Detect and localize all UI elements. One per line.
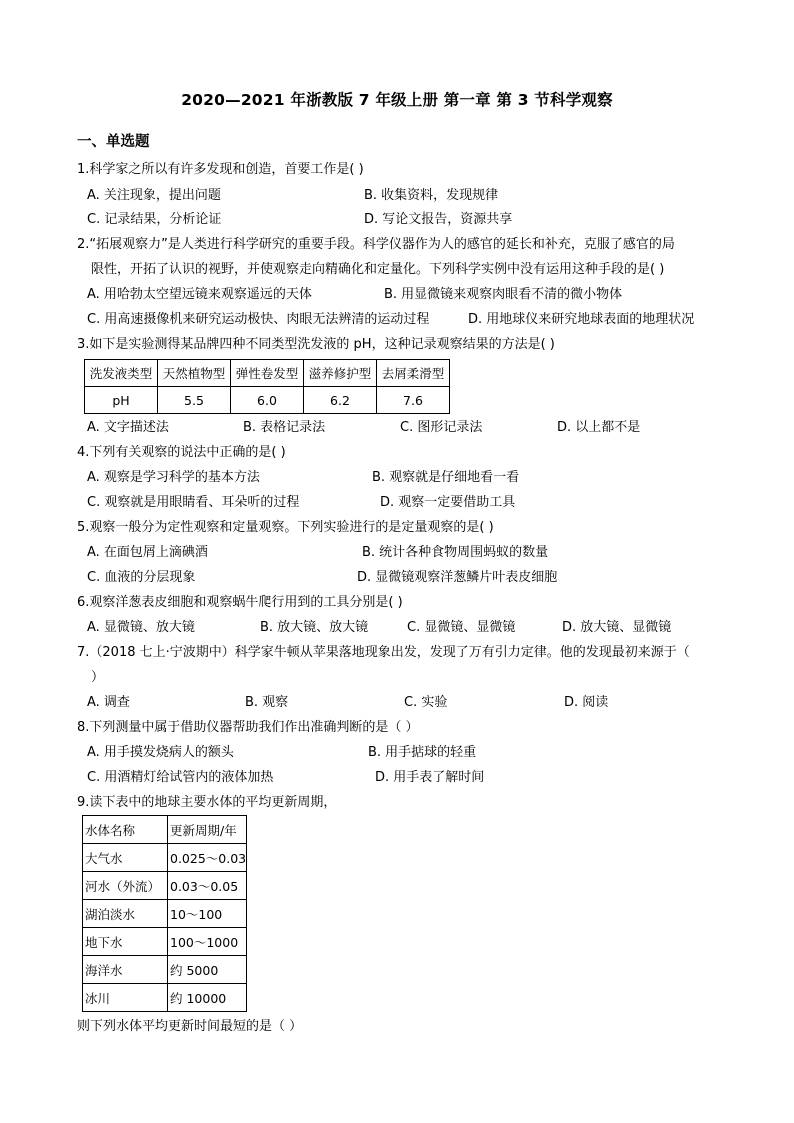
question-3-option-a[interactable]: A. 文字描述法 [87, 420, 169, 435]
question-8-option-d[interactable]: D. 用手表了解时间 [375, 770, 485, 785]
question-1-option-d[interactable]: D. 写论文报告，资源共享 [364, 212, 513, 227]
table-cell: pH [85, 387, 158, 414]
table-row [83, 900, 247, 928]
question-7-option-b[interactable]: B. 观察 [245, 695, 289, 710]
section-heading: 一、单选题 [77, 134, 150, 150]
table-header-cell: 更新周期/年 [168, 816, 247, 844]
table-header-cell: 天然植物型 [158, 360, 231, 387]
table-row [83, 928, 247, 956]
question-4-option-b[interactable]: B. 观察就是仔细地看一看 [372, 470, 520, 485]
document-title: 2020—2021 年浙教版 7 年级上册 第一章 第 3 节科学观察 [181, 91, 613, 109]
table-row [85, 360, 450, 387]
question-8-option-a[interactable]: A. 用手摸发烧病人的额头 [87, 745, 234, 760]
table-cell: 海洋水 [83, 956, 168, 984]
question-5-option-a[interactable]: A. 在面包屑上滴碘酒 [87, 545, 208, 560]
table-header-cell: 弹性卷发型 [231, 360, 304, 387]
question-4-option-c[interactable]: C. 观察就是用眼睛看、耳朵听的过程 [87, 495, 300, 510]
question-4-option-d[interactable]: D. 观察一定要借助工具 [380, 495, 516, 510]
table-cell: 5.5 [158, 387, 231, 414]
question-7-stem-line-2: ） [91, 670, 105, 685]
table-header-cell: 滋养修护型 [304, 360, 377, 387]
question-5-option-d[interactable]: D. 显微镜观察洋葱鳞片叶表皮细胞 [357, 570, 558, 585]
table-cell: 0.03～0.05 [168, 872, 247, 900]
table-cell: 地下水 [83, 928, 168, 956]
question-2-stem-line-2: 限性，开拓了认识的视野，并使观察走向精确化和定量化。下列科学实例中没有运用这种手段的是( ) [91, 262, 665, 277]
table-cell: 冰川 [83, 984, 168, 1012]
question-4-option-a[interactable]: A. 观察是学习科学的基本方法 [87, 470, 260, 485]
question-3-option-c[interactable]: C. 图形记录法 [400, 420, 483, 435]
question-5-option-c[interactable]: C. 血液的分层现象 [87, 570, 196, 585]
table-row [83, 872, 247, 900]
question-2-option-b[interactable]: B. 用显微镜来观察肉眼看不清的微小物体 [384, 287, 623, 302]
question-5-stem: 5.观察一般分为定性观察和定量观察。下列实验进行的是定量观察的是( ) [77, 520, 494, 535]
question-2-option-c[interactable]: C. 用高速摄像机来研究运动极快、肉眼无法辨清的运动过程 [87, 312, 430, 327]
question-9-stem: 9.读下表中的地球主要水体的平均更新周期， [77, 795, 337, 810]
table-header-cell: 洗发液类型 [85, 360, 158, 387]
table-row [83, 844, 247, 872]
table-row [83, 984, 247, 1012]
question-9-prompt: 则下列水体平均更新时间最短的是（ ） [77, 1019, 303, 1034]
question-4-stem: 4.下列有关观察的说法中正确的是( ) [77, 445, 286, 460]
question-1-option-c[interactable]: C. 记录结果，分析论证 [87, 212, 222, 227]
table-cell: 大气水 [83, 844, 168, 872]
table-row [83, 956, 247, 984]
table-cell: 100～1000 [168, 928, 247, 956]
question-2-option-a[interactable]: A. 用哈勃太空望远镜来观察遥远的天体 [87, 287, 312, 302]
question-7-option-d[interactable]: D. 阅读 [564, 695, 609, 710]
table-cell: 0.025～0.03 [168, 844, 247, 872]
question-6-option-d[interactable]: D. 放大镜、显微镜 [562, 620, 672, 635]
table-row [83, 816, 247, 844]
table-cell: 6.2 [304, 387, 377, 414]
question-7-option-c[interactable]: C. 实验 [404, 695, 448, 710]
question-2-stem-line-1: 2.“拓展观察力”是人类进行科学研究的重要手段。科学仪器作为人的感官的延长和补充，克服了感官的局 [77, 237, 675, 252]
table-cell: 10～100 [168, 900, 247, 928]
table-cell: 湖泊淡水 [83, 900, 168, 928]
question-1-option-b[interactable]: B. 收集资料，发现规律 [364, 188, 499, 203]
question-3-stem: 3.如下是实验测得某品牌四种不同类型洗发液的 pH，这种记录观察结果的方法是( ) [77, 337, 555, 352]
question-1-option-a[interactable]: A. 关注现象，提出问题 [87, 188, 221, 203]
question-6-option-c[interactable]: C. 显微镜、显微镜 [407, 620, 516, 635]
ph-table [84, 359, 450, 414]
question-3-option-b[interactable]: B. 表格记录法 [243, 420, 326, 435]
question-3-option-d[interactable]: D. 以上都不是 [557, 420, 641, 435]
water-renewal-table [82, 815, 247, 1012]
question-8-stem: 8.下列测量中属于借助仪器帮助我们作出准确判断的是（ ） [77, 720, 419, 735]
table-header-cell: 去屑柔滑型 [377, 360, 450, 387]
question-2-option-d[interactable]: D. 用地球仪来研究地球表面的地理状况 [468, 312, 695, 327]
question-1-stem: 1.科学家之所以有许多发现和创造，首要工作是( ) [77, 162, 364, 177]
table-cell: 7.6 [377, 387, 450, 414]
question-6-option-a[interactable]: A. 显微镜、放大镜 [87, 620, 195, 635]
question-7-option-a[interactable]: A. 调查 [87, 695, 130, 710]
table-cell: 约 10000 [168, 984, 247, 1012]
question-8-option-b[interactable]: B. 用手掂球的轻重 [368, 745, 477, 760]
table-cell: 6.0 [231, 387, 304, 414]
table-cell: 河水（外流） [83, 872, 168, 900]
table-header-cell: 水体名称 [83, 816, 168, 844]
table-row [85, 387, 450, 414]
question-6-stem: 6.观察洋葱表皮细胞和观察蜗牛爬行用到的工具分别是( ) [77, 595, 403, 610]
table-cell: 约 5000 [168, 956, 247, 984]
question-8-option-c[interactable]: C. 用酒精灯给试管内的液体加热 [87, 770, 274, 785]
question-5-option-b[interactable]: B. 统计各种食物周围蚂蚁的数量 [362, 545, 549, 560]
question-6-option-b[interactable]: B. 放大镜、放大镜 [260, 620, 369, 635]
question-7-stem-line-1: 7.（2018 七上·宁波期中）科学家牛顿从苹果落地现象出发，发现了万有引力定律。他的发现最初来源于（ [77, 645, 690, 660]
